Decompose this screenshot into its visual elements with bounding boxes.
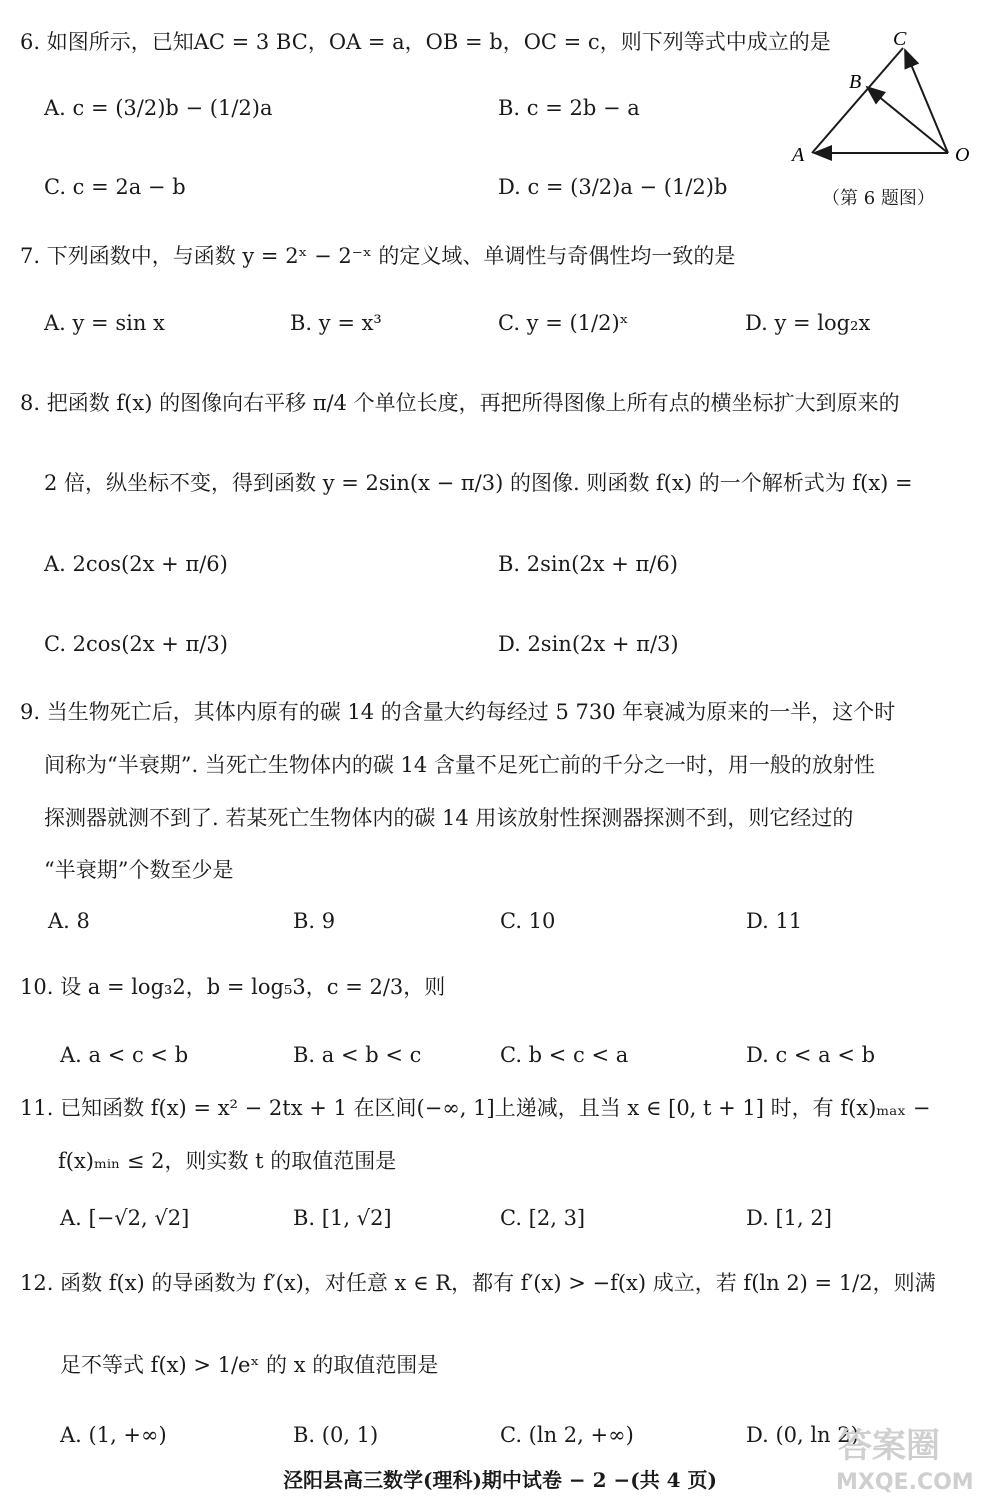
question-9-option-d: D. 11 [746, 909, 803, 933]
question-12-stem-line-1: 12. 函数 f(x) 的导函数为 f′(x)，对任意 x ∈ R，都有 f′(x) > −f(x) 成立，若 f(ln 2) = 1/2，则满 [20, 1271, 936, 1295]
question-9-option-a: A. 8 [48, 909, 90, 933]
question-7-option-b: B. y = x³ [290, 311, 382, 335]
question-7-option-d: D. y = log₂x [745, 311, 871, 335]
question-6-option-c: C. c = 2a − b [44, 175, 186, 199]
question-12-option-b: B. (0, 1) [293, 1423, 379, 1447]
question-6-option-d: D. c = (3/2)a − (1/2)b [498, 175, 728, 199]
question-11-stem-line-2: f(x)ₘᵢₙ ≤ 2，则实数 t 的取值范围是 [58, 1149, 397, 1173]
question-8-stem-line-1: 8. 把函数 f(x) 的图像向右平移 π/4 个单位长度，再把所得图像上所有点的横坐标扩大到原来的 [20, 391, 900, 415]
figure-caption: （第 6 题图） [822, 188, 935, 209]
question-7-option-c: C. y = (1/2)ˣ [498, 311, 629, 335]
vector-ob [867, 87, 948, 153]
question-9-stem-line-1: 9. 当生物死亡后，其体内原有的碳 14 的含量大约每经过 5 730 年衰减为原来的一半，这个时 [20, 700, 896, 724]
question-10-option-c: C. b < c < a [500, 1043, 629, 1067]
question-11-option-b: B. [1, √2] [293, 1206, 392, 1230]
vector-oc [905, 50, 948, 153]
point-label-o: O [955, 144, 970, 166]
point-label-a: A [792, 144, 805, 166]
question-12-option-c: C. (ln 2, +∞) [500, 1423, 634, 1447]
question-12-stem-line-2: 足不等式 f(x) > 1/eˣ 的 x 的取值范围是 [60, 1353, 439, 1377]
segment-ac [812, 48, 903, 153]
question-12-option-a: A. (1, +∞) [60, 1423, 167, 1447]
question-12-option-d: D. (0, ln 2) [746, 1423, 859, 1447]
question-7-stem: 7. 下列函数中，与函数 y = 2ˣ − 2⁻ˣ 的定义域、单调性与奇偶性均一致的是 [20, 244, 736, 268]
question-10-stem: 10. 设 a = log₃2，b = log₅3，c = 2/3，则 [20, 975, 446, 999]
question-10-option-b: B. a < b < c [293, 1043, 422, 1067]
question-6-option-a: A. c = (3/2)b − (1/2)a [44, 96, 273, 120]
watermark-logo: 答案圈 [838, 1426, 940, 1466]
question-9-option-c: C. 10 [500, 909, 556, 933]
question-10-option-d: D. c < a < b [746, 1043, 876, 1067]
point-label-b: B [849, 71, 862, 93]
question-7-option-a: A. y = sin x [44, 311, 165, 335]
question-9-stem-line-3: 探测器就测不到了. 若某死亡生物体内的碳 14 用该放射性探测器探测不到，则它经过的 [44, 806, 854, 830]
question-9-stem-line-2: 间称为“半衰期”. 当死亡生物体内的碳 14 含量不足死亡前的千分之一时，用一般的放射性 [44, 753, 875, 777]
point-label-c: C [893, 28, 907, 50]
question-10-option-a: A. a < c < b [60, 1043, 189, 1067]
question-11-option-c: C. [2, 3] [500, 1206, 586, 1230]
question-11-stem-line-1: 11. 已知函数 f(x) = x² − 2tx + 1 在区间(−∞, 1]上递减，且当 x ∈ [0, t + 1] 时，有 f(x)ₘₐₓ − [20, 1096, 931, 1120]
question-9-option-b: B. 9 [293, 909, 336, 933]
question-8-option-b: B. 2sin(2x + π/6) [498, 552, 678, 576]
watermark-site: MXQE.COM [836, 1470, 974, 1495]
question-11-option-d: D. [1, 2] [746, 1206, 832, 1230]
page-footer: 泾阳县高三数学(理科)期中试卷 − 2 −(共 4 页) [282, 1468, 717, 1492]
question-6-stem: 6. 如图所示，已知AC = 3 BC，OA = a，OB = b，OC = c，则下列等式中成立的是 [20, 30, 831, 54]
question-8-stem-line-2: 2 倍，纵坐标不变，得到函数 y = 2sin(x − π/3) 的图像. 则函数 f(x) 的一个解析式为 f(x) = [44, 471, 913, 495]
question-8-option-d: D. 2sin(2x + π/3) [498, 632, 679, 656]
question-8-option-c: C. 2cos(2x + π/3) [44, 632, 228, 656]
question-9-stem-line-4: “半衰期”个数至少是 [44, 858, 234, 882]
question-8-option-a: A. 2cos(2x + π/6) [44, 552, 228, 576]
question-11-option-a: A. [−√2, √2] [60, 1206, 190, 1230]
question-6-option-b: B. c = 2b − a [498, 96, 640, 120]
